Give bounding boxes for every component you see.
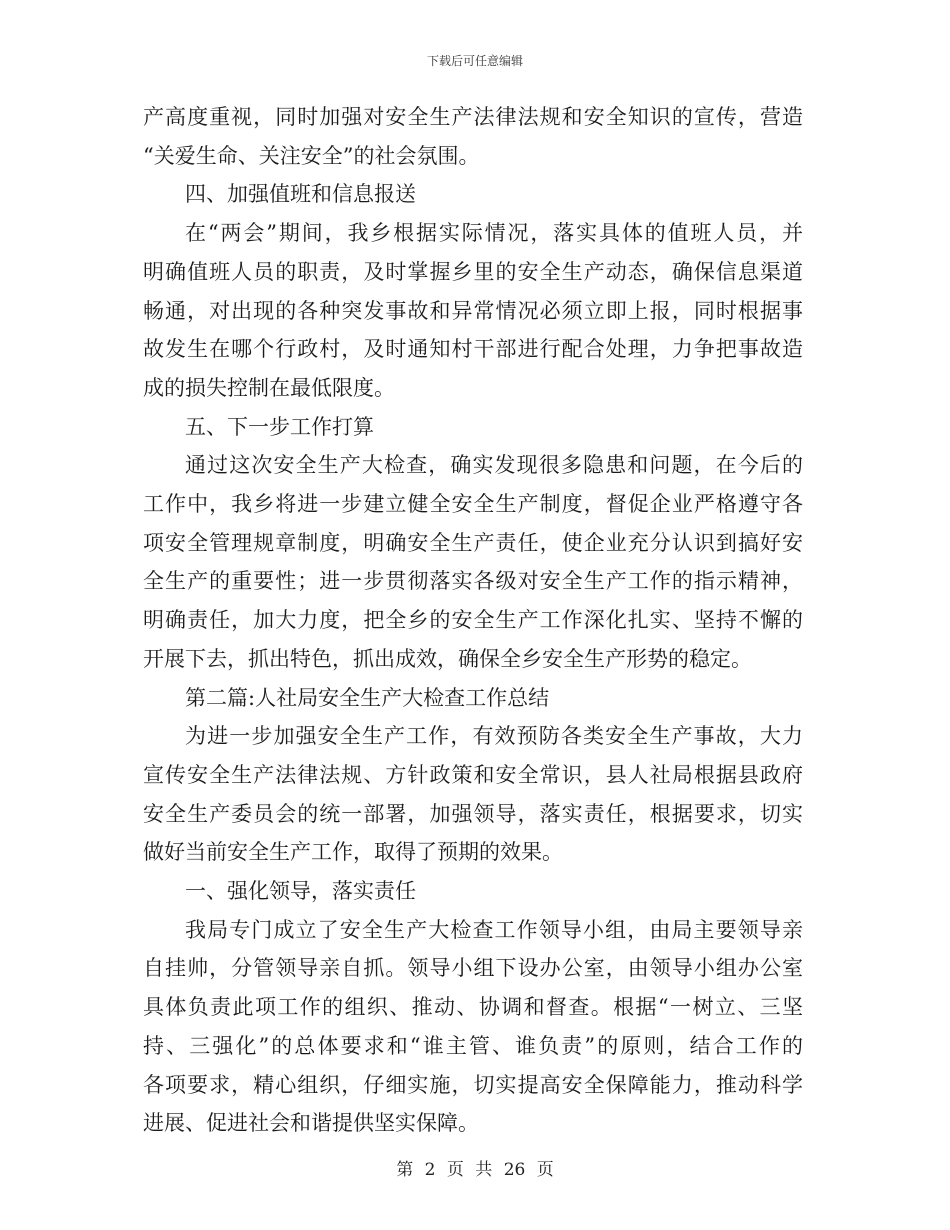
- text-line: 畅通，对出现的各种突发事故和异常情况必须立即上报，同时根据事: [143, 298, 803, 323]
- text-line: “关爱生命、关注安全”的社会氛围。: [143, 143, 480, 168]
- text-line: 各项要求，精心组织，仔细实施，切实提高安全保障能力，推动科学: [143, 1072, 803, 1097]
- text-line: 工作中，我乡将进一步建立健全安全生产制度，督促企业严格遵守各: [143, 492, 803, 517]
- text-line: 开展下去，抓出特色，抓出成效，确保全乡安全生产形势的稳定。: [143, 646, 752, 671]
- text-line: 持、三强化”的总体要求和“谁主管、谁负责”的原则，结合工作的: [143, 1033, 803, 1058]
- text-line: 产高度重视，同时加强对安全生产法律法规和安全知识的宣传，营造: [143, 105, 803, 129]
- text-line: 自挂帅，分管领导亲自抓。领导小组下设办公室，由领导小组办公室: [143, 956, 803, 981]
- page-footer: 第 2 页 共 26 页: [396, 1160, 554, 1180]
- text-line: 第二篇:人社局安全生产大检查工作总结: [185, 685, 550, 710]
- text-line: 在“两会”期间，我乡根据实际情况，落实具体的值班人员，并: [185, 221, 803, 246]
- text-line: 项安全管理规章制度，明确安全生产责任，使企业充分认识到搞好安: [143, 530, 803, 555]
- text-line: 通过这次安全生产大检查，确实发现很多隐患和问题，在今后的: [185, 453, 803, 478]
- text-line: 做好当前安全生产工作，取得了预期的效果。: [143, 840, 563, 865]
- text-line: 明确责任，加大力度，把全乡的安全生产工作深化扎实、坚持不懈的: [143, 608, 803, 633]
- text-line: 宣传安全生产法律法规、方针政策和安全常识，县人社局根据县政府: [143, 762, 803, 787]
- text-line: 故发生在哪个行政村，及时通知村干部进行配合处理，力争把事故造: [143, 337, 803, 362]
- text-line: 全生产的重要性；进一步贯彻落实各级对安全生产工作的指示精神，: [143, 569, 803, 594]
- document-body: [143, 98, 803, 1143]
- text-line: 一、强化领导，落实责任: [185, 879, 416, 904]
- text-line: 具体负责此项工作的组织、推动、协调和督查。根据“一树立、三坚: [143, 995, 803, 1020]
- text-line: 进展、促进社会和谐提供坚实保障。: [143, 1111, 479, 1136]
- text-line: 安全生产委员会的统一部署，加强领导，落实责任，根据要求，切实: [143, 801, 803, 826]
- text-line: 五、下一步工作打算: [185, 414, 374, 439]
- text-line: 四、加强值班和信息报送: [185, 182, 416, 207]
- page-header: 下载后可任意编辑: [426, 54, 523, 68]
- text-line: 为进一步加强安全生产工作，有效预防各类安全生产事故，大力: [185, 724, 803, 749]
- text-line: 我局专门成立了安全生产大检查工作领导小组，由局主要领导亲: [185, 917, 803, 942]
- text-line: 明确值班人员的职责，及时掌握乡里的安全生产动态，确保信息渠道: [143, 259, 803, 284]
- text-line: 成的损失控制在最低限度。: [143, 375, 395, 400]
